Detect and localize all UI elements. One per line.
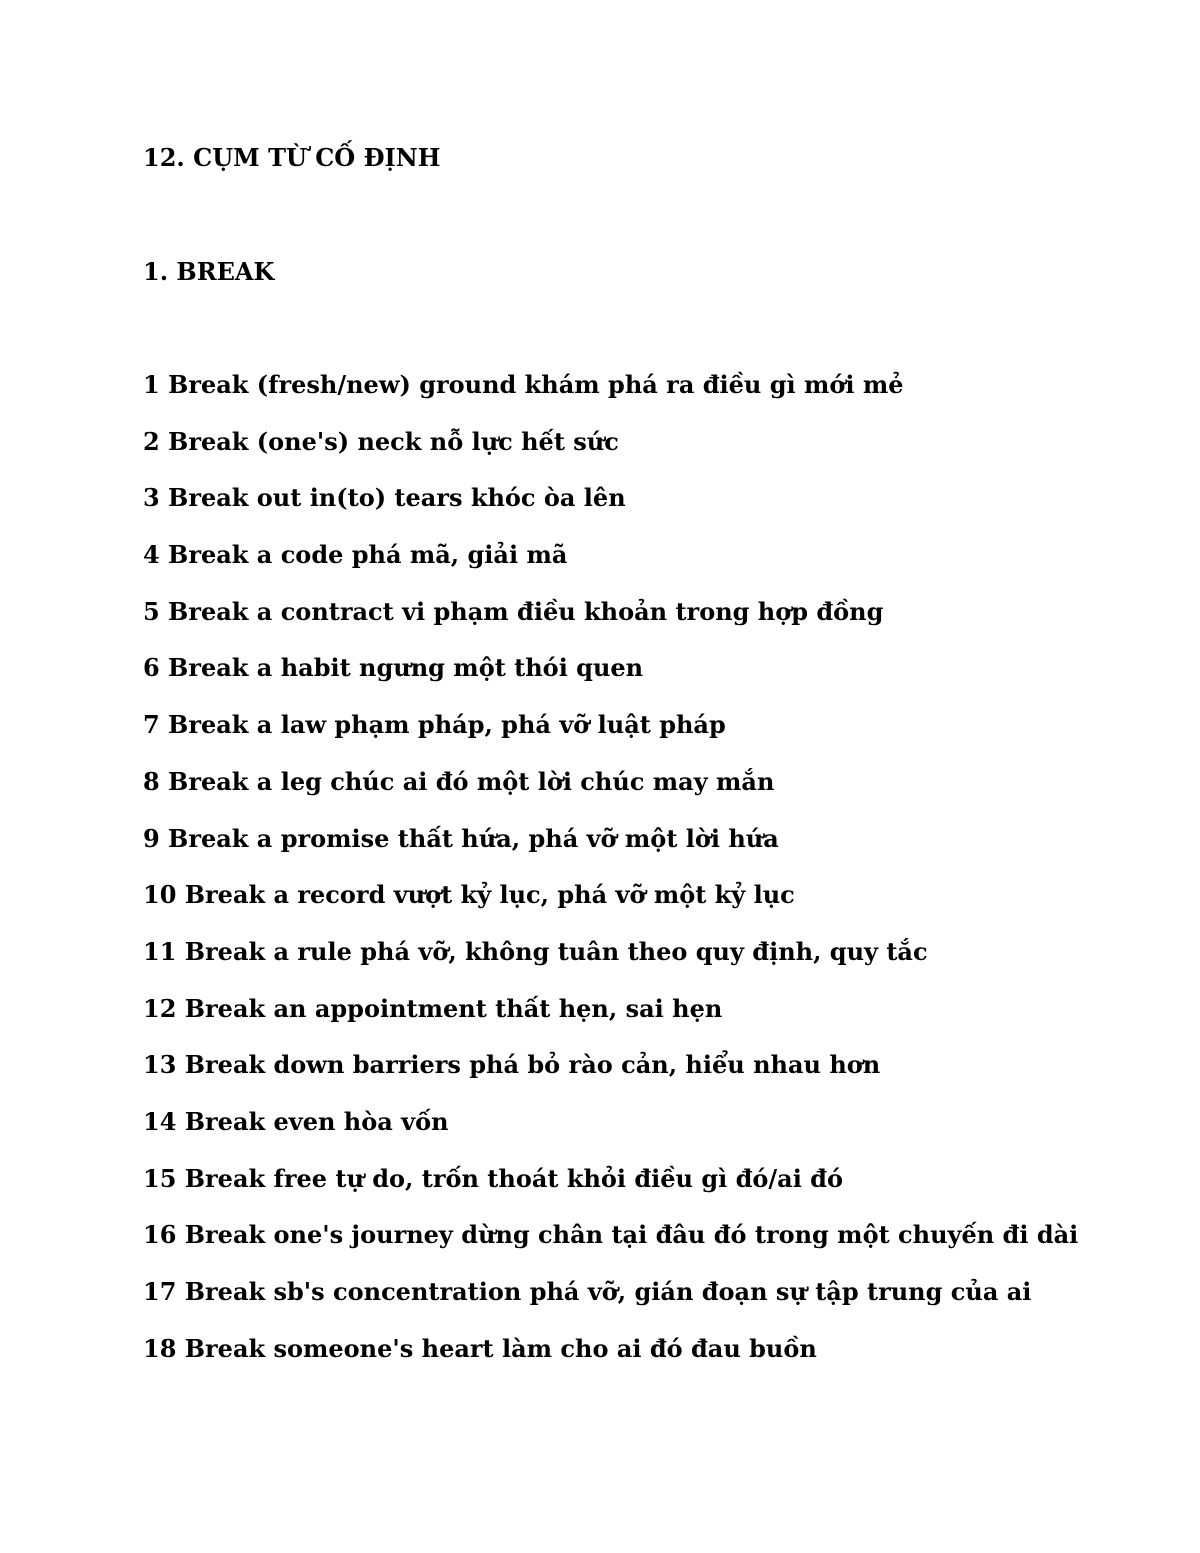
phrase-list [143, 367, 1078, 1387]
list-item: 15 Break free tự do, trốn thoát khỏi điều gì đó/ai đó [143, 1163, 843, 1193]
list-item: 4 Break a code phá mã, giải mã [143, 540, 568, 570]
list-item: 7 Break a law phạm pháp, phá vỡ luật pháp [143, 710, 726, 740]
list-item: 16 Break one's journey dừng chân tại đâu đó trong một chuyến đi dài [143, 1220, 1079, 1250]
list-item: 1 Break (fresh/new) ground khám phá ra điều gì mới mẻ [143, 370, 904, 399]
document-title: 12. CỤM TỪ CỐ ĐỊNH [143, 143, 441, 172]
list-item: 5 Break a contract vi phạm điều khoản trong hợp đồng [143, 596, 884, 626]
list-item: 3 Break out in(to) tears khóc òa lên [143, 483, 626, 513]
list-item: 14 Break even hòa vốn [143, 1106, 449, 1136]
list-item: 18 Break someone's heart làm cho ai đó đau buồn [143, 1333, 817, 1363]
list-item: 6 Break a habit ngưng một thói quen [143, 653, 644, 683]
list-item: 17 Break sb's concentration phá vỡ, gián đoạn sự tập trung của ai [143, 1277, 1032, 1306]
section-heading: 1. BREAK [143, 257, 275, 286]
list-item: 2 Break (one's) neck nỗ lực hết sức [143, 426, 619, 456]
list-item: 13 Break down barriers phá bỏ rào cản, hiểu nhau hơn [143, 1050, 881, 1080]
list-item: 8 Break a leg chúc ai đó một lời chúc may mắn [143, 766, 775, 796]
list-item: 11 Break a rule phá vỡ, không tuân theo quy định, quy tắc [143, 936, 928, 966]
list-item: 12 Break an appointment thất hẹn, sai hẹn [143, 993, 723, 1023]
list-item: 9 Break a promise thất hứa, phá vỡ một lời hứa [143, 823, 779, 853]
list-item: 10 Break a record vượt kỷ lục, phá vỡ một kỷ lục [143, 880, 795, 910]
